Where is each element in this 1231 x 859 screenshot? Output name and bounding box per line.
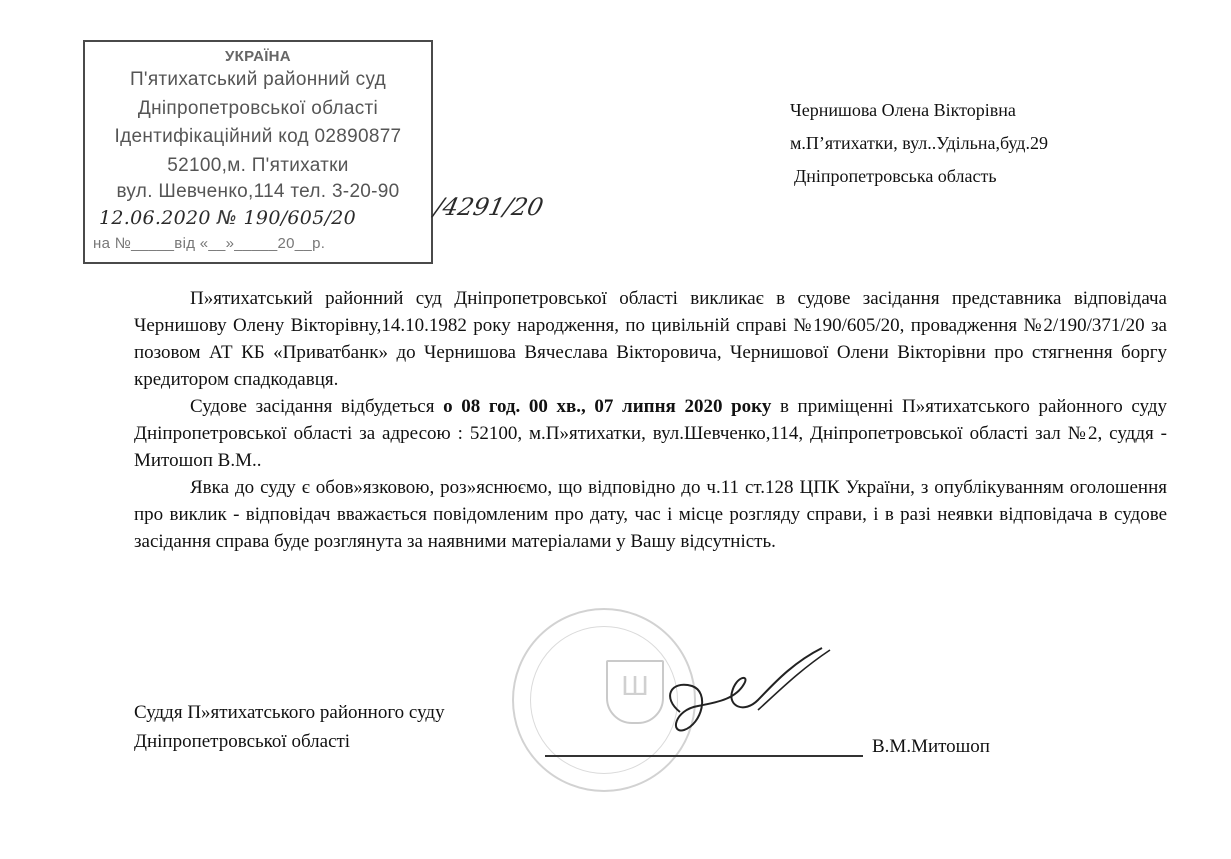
stamp-id-code: Ідентифікаційний код 02890877 bbox=[114, 126, 402, 147]
signer-position-line-1: Суддя П»ятихатського районного суду bbox=[134, 702, 445, 723]
stamp-registration-line bbox=[99, 207, 356, 229]
addressee-block bbox=[790, 94, 1048, 193]
addressee-address: м.П’ятихатки, вул..Удільна,буд.29 bbox=[790, 133, 1048, 153]
hearing-location: в приміщенні П»ятихатського районного суду Дніпропетровської області за адресою : 52100, м.П»ятихатки, вул.Шевченко,114, Дніпропетровської області зал №2, суддя - Митошоп В.М.. bbox=[134, 396, 1167, 471]
summons-body bbox=[134, 285, 1167, 555]
stamp-reference-line: на №_____від «__»_____20__р. bbox=[93, 235, 326, 252]
hearing-intro: Судове засідання відбудеться bbox=[190, 396, 435, 417]
stamp-court-name: П'ятихатський районний суд bbox=[129, 69, 387, 90]
handwritten-signature bbox=[640, 640, 840, 760]
addressee-region: Дніпропетровська область bbox=[794, 166, 997, 186]
signer-name: В.М.Митошоп bbox=[872, 736, 990, 757]
summons-paragraph-1: П»ятихатський районний суд Дніпропетровської області викликає в судове засідання представника відповідача Чернишову Олену Вікторівну,14.10.1982 року народження, по цивільній справі №190/605/20, провадження №2/190/371/20 за позовом АТ КБ «Приватбанк» до Чернишова Вячеслава Вікторовича, Чернишової Олени Вікторівни про стягнення боргу кредитором спадкодавця. bbox=[134, 288, 1167, 390]
stamp-postcode-city: 52100,м. П'ятихатки bbox=[167, 155, 349, 176]
summons-paragraph-2 bbox=[134, 393, 1167, 474]
stamp-region: Дніпропетровської області bbox=[137, 98, 379, 119]
stamp-reg-number: 190/605/20 bbox=[243, 207, 357, 229]
signer-position-line-2: Дніпропетровської області bbox=[134, 731, 351, 752]
stamp-street-phone: вул. Шевченко,114 тел. 3-20-90 bbox=[116, 181, 400, 202]
summons-paragraph-3: Явка до суду є обов»язковою, роз»яснюємо, що відповідно до ч.11 ст.128 ЦПК України, з опублікуванням оголошення про виклик - відповідач вважається повідомленим про дату, час і місце розгляду справи, і в разі неявки відповідача в судове засідання справа буде розглянута за наявними матеріалами у Вашу відсутність. bbox=[134, 477, 1167, 552]
signature-line bbox=[545, 755, 863, 757]
registration-stamp bbox=[83, 40, 433, 264]
hearing-datetime: о 08 год. 00 хв., 07 липня 2020 року bbox=[443, 396, 772, 417]
stamp-reg-date: 12.06.2020 bbox=[99, 207, 211, 229]
stamp-country: УКРАЇНА bbox=[225, 48, 291, 65]
stamp-reg-no-label: № bbox=[217, 207, 238, 229]
signer-position bbox=[134, 698, 445, 756]
addressee-name: Чернишова Олена Вікторівна bbox=[790, 100, 1016, 120]
handwritten-reference: /4291/20 bbox=[432, 193, 546, 221]
